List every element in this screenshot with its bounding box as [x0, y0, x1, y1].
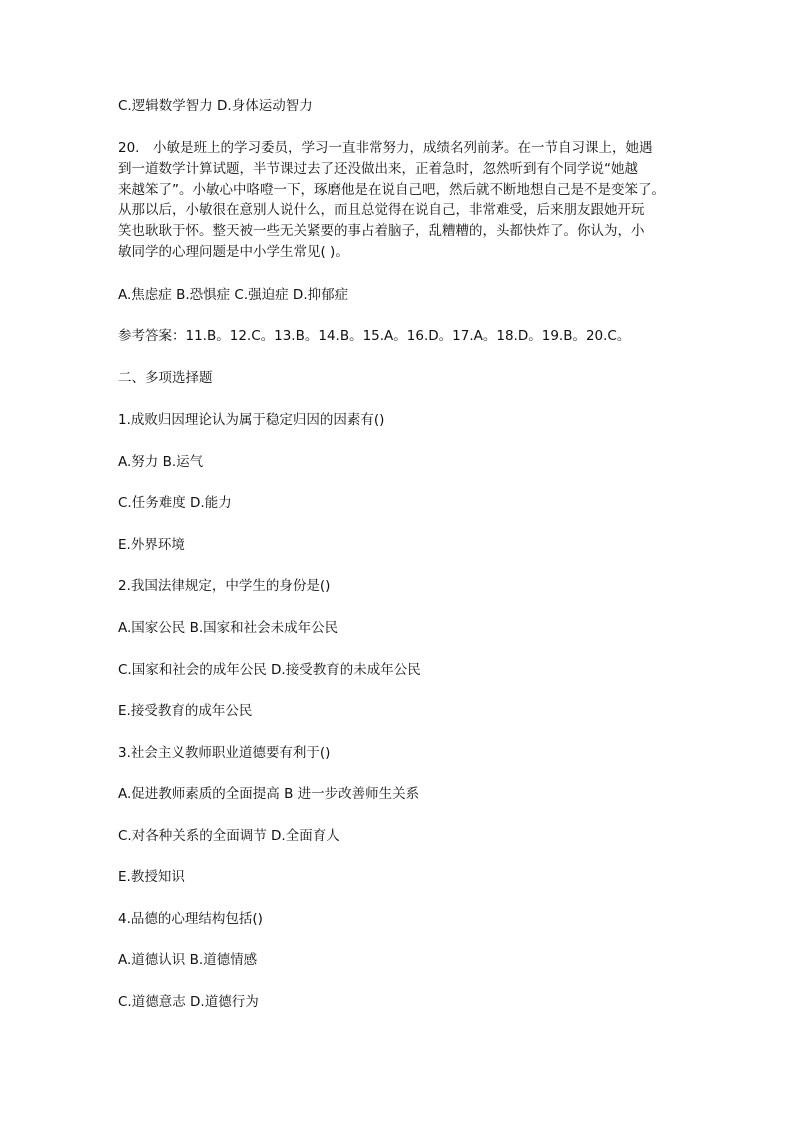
mq3-option-e: E.教授知识 — [118, 869, 185, 885]
q20-line: 20. 小敏是班上的学习委员，学习一直非常努力，成绩名列前茅。在一节自习课上，她遇 — [118, 140, 653, 156]
q20-line: 敏同学的心理问题是中小学生常见( )。 — [118, 243, 349, 260]
mq1-question: 1.成败归因理论认为属于稳定归因的因素有() — [118, 412, 385, 428]
mq2-options-ab: A.国家公民 B.国家和社会未成年公民 — [118, 620, 339, 636]
q20-line: 从那以后，小敏很在意别人说什么，而且总觉得在说自己，非常难受，后来朋友跟她开玩 — [118, 202, 645, 219]
q20-line: 来越笨了”。小敏心中咯噔一下，琢磨他是在说自己吧，然后就不断地想自己是不是变笨了。 — [118, 181, 665, 198]
mq2-option-e: E.接受教育的成年公民 — [118, 703, 253, 719]
mq4-options-ab: A.道德认识 B.道德情感 — [118, 952, 258, 968]
mq3-options-ab: A.促进教师素质的全面提高 B 进一步改善师生关系 — [118, 786, 420, 802]
mq1-options-cd: C.任务难度 D.能力 — [118, 495, 232, 511]
q20-line: 笑也耿耿于怀。整天被一些无关紧要的事占着脑子，乱糟糟的，头都快炸了。你认为，小 — [118, 223, 645, 240]
mq3-question: 3.社会主义教师职业道德要有利于() — [118, 745, 331, 761]
q20-line: 到一道数学计算试题，半节课过去了还没做出来，正着急时，忽然听到有个同学说“她越 — [118, 160, 638, 177]
mq1-options-ab: A.努力 B.运气 — [118, 454, 204, 470]
mq2-question: 2.我国法律规定，中学生的身份是() — [118, 578, 331, 594]
section-title: 二、多项选择题 — [118, 370, 213, 386]
answer-key: 参考答案：11.B。12.C。13.B。14.B。15.A。16.D。17.A。18.D。19.B。20.C。 — [118, 328, 631, 344]
mq4-options-cd: C.道德意志 D.道德行为 — [118, 994, 259, 1010]
mq1-option-e: E.外界环境 — [118, 537, 185, 553]
mq4-question: 4.品德的心理结构包括() — [118, 911, 263, 927]
q19-options-cd: C.逻辑数学智力 D.身体运动智力 — [118, 98, 313, 114]
mq2-options-cd: C.国家和社会的成年公民 D.接受教育的未成年公民 — [118, 662, 421, 678]
q20-options: A.焦虑症 B.恐惧症 C.强迫症 D.抑郁症 — [118, 287, 349, 303]
mq3-options-cd: C.对各种关系的全面调节 D.全面育人 — [118, 828, 340, 844]
q20-question — [118, 138, 684, 263]
